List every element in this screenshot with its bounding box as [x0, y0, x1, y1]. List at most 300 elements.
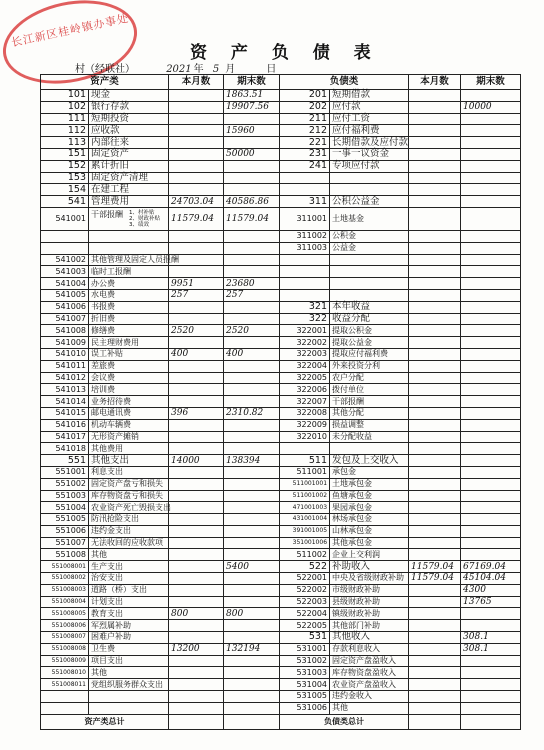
liability-end [461, 360, 521, 372]
liability-code: 322007 [280, 396, 330, 408]
table-row [41, 431, 521, 443]
liability-name: 未分配收益 [330, 431, 409, 443]
table-row [41, 101, 521, 113]
liability-name: 长期借款及应付款 [330, 137, 409, 149]
liability-code: 322004 [280, 360, 330, 372]
liability-code: 511002 [280, 549, 330, 561]
liability-monthly: 11579.04 [409, 573, 461, 585]
table-row [41, 160, 521, 172]
liability-name: 承包金 [330, 466, 409, 478]
asset-monthly [169, 584, 224, 596]
liability-monthly [409, 466, 461, 478]
asset-end [224, 443, 280, 455]
asset-code: 551008006 [41, 620, 89, 632]
table-row [41, 348, 521, 360]
asset-end [224, 160, 280, 172]
asset-monthly [169, 372, 224, 384]
asset-monthly [169, 137, 224, 149]
liability-total-monthly [409, 714, 461, 729]
asset-name: 修缮费 [89, 325, 169, 337]
asset-end [224, 337, 280, 349]
asset-monthly [169, 184, 224, 196]
liability-end [461, 325, 521, 337]
liability-name [330, 266, 409, 278]
table-row [41, 196, 521, 208]
asset-monthly: 800 [169, 608, 224, 620]
liability-header: 负债类 [280, 75, 409, 90]
liability-code: 322 [280, 313, 330, 325]
table-row [41, 325, 521, 337]
liability-code: 522003 [280, 596, 330, 608]
asset-monthly [169, 384, 224, 396]
liability-end [461, 160, 521, 172]
table-row [41, 230, 521, 242]
liability-end [461, 278, 521, 290]
asset-name: 书报费 [89, 301, 169, 313]
liability-end [461, 172, 521, 184]
liability-code: 322006 [280, 384, 330, 396]
liability-monthly [409, 502, 461, 514]
table-row [41, 584, 521, 596]
liability-monthly [409, 372, 461, 384]
table-row [41, 537, 521, 549]
asset-monthly: 400 [169, 348, 224, 360]
asset-code: 551008010 [41, 667, 89, 679]
liability-monthly [409, 691, 461, 703]
liability-name: 应付款 [330, 101, 409, 113]
liability-monthly [409, 702, 461, 714]
table-row [41, 207, 521, 230]
liability-code: 311003 [280, 242, 330, 254]
liability-name: 一事一议资金 [330, 148, 409, 160]
asset-end: 19907.56 [224, 101, 280, 113]
liability-code: 321 [280, 301, 330, 313]
asset-code: 541016 [41, 419, 89, 431]
table-row [41, 655, 521, 667]
asset-code [41, 230, 89, 242]
liability-end [461, 443, 521, 455]
liability-name: 公益金 [330, 242, 409, 254]
liability-code: 531003 [280, 667, 330, 679]
asset-name: 党组织服务群众支出 [89, 679, 169, 691]
asset-name [89, 242, 169, 254]
table-row [41, 478, 521, 490]
asset-code: 551002 [41, 478, 89, 490]
liability-code: 431001004 [280, 514, 330, 526]
asset-monthly [169, 160, 224, 172]
liability-name: 损益调整 [330, 419, 409, 431]
asset-code: 551008005 [41, 608, 89, 620]
table-row [41, 113, 521, 125]
asset-monthly [169, 502, 224, 514]
liability-monthly [409, 643, 461, 655]
asset-end: 132194 [224, 643, 280, 655]
asset-monthly [169, 313, 224, 325]
liability-end: 4300 [461, 584, 521, 596]
asset-code: 113 [41, 137, 89, 149]
table-row [41, 667, 521, 679]
asset-end [224, 573, 280, 585]
asset-name: 累计折旧 [89, 160, 169, 172]
liability-monthly [409, 667, 461, 679]
asset-total-end [224, 714, 280, 729]
table-row [41, 148, 521, 160]
asset-code: 153 [41, 172, 89, 184]
liability-code [280, 289, 330, 301]
liability-monthly [409, 266, 461, 278]
liability-code: 322005 [280, 372, 330, 384]
liability-code: 202 [280, 101, 330, 113]
asset-monthly [169, 679, 224, 691]
asset-end [224, 691, 280, 703]
liability-monthly [409, 90, 461, 102]
liability-code: 531001 [280, 643, 330, 655]
table-row [41, 407, 521, 419]
liability-end [461, 525, 521, 537]
liability-monthly [409, 384, 461, 396]
liability-code: 531004 [280, 679, 330, 691]
asset-code: 551005 [41, 514, 89, 526]
asset-monthly [169, 702, 224, 714]
asset-code: 551008011 [41, 679, 89, 691]
liability-name: 存款利息收入 [330, 643, 409, 655]
liability-end [461, 266, 521, 278]
table-row [41, 372, 521, 384]
liability-code: 322002 [280, 337, 330, 349]
liability-monthly [409, 490, 461, 502]
liability-code: 311002 [280, 230, 330, 242]
liability-end: 308.1 [461, 643, 521, 655]
liability-monthly [409, 348, 461, 360]
asset-monthly: 11579.04 [169, 207, 224, 230]
asset-end [224, 525, 280, 537]
liability-end: 67169.04 [461, 561, 521, 573]
asset-monthly [169, 101, 224, 113]
table-row [41, 620, 521, 632]
table-row [41, 242, 521, 254]
table-row [41, 608, 521, 620]
table-row [41, 702, 521, 714]
liability-name: 应付工资 [330, 113, 409, 125]
table-row [41, 278, 521, 290]
asset-monthly [169, 691, 224, 703]
asset-name: 农业资产死亡毁损支出 [89, 502, 169, 514]
liability-monthly [409, 478, 461, 490]
liability-name: 收益分配 [330, 313, 409, 325]
liability-monthly [409, 679, 461, 691]
liability-monthly [409, 431, 461, 443]
liability-name: 其他分配 [330, 407, 409, 419]
liability-code: 201 [280, 90, 330, 102]
liability-monthly [409, 137, 461, 149]
liability-name [330, 289, 409, 301]
asset-end [224, 372, 280, 384]
liability-end [461, 691, 521, 703]
liability-name: 固定资产盘盈收入 [330, 655, 409, 667]
salary-subitem: 1、村补贴 [129, 209, 155, 216]
liability-name: 专项应付款 [330, 160, 409, 172]
liability-end [461, 490, 521, 502]
asset-code: 541017 [41, 431, 89, 443]
asset-end [224, 702, 280, 714]
liability-name: 提取公积金 [330, 325, 409, 337]
liability-end [461, 549, 521, 561]
liability-end [461, 702, 521, 714]
asset-code [41, 691, 89, 703]
table-row [41, 643, 521, 655]
asset-name: 折旧费 [89, 313, 169, 325]
liability-name: 外来投资分利 [330, 360, 409, 372]
liability-code: 221 [280, 137, 330, 149]
asset-end [224, 620, 280, 632]
asset-end [224, 502, 280, 514]
liability-end [461, 137, 521, 149]
liability-end [461, 466, 521, 478]
asset-code: 151 [41, 148, 89, 160]
asset-end [224, 396, 280, 408]
liability-monthly [409, 148, 461, 160]
asset-monthly [169, 90, 224, 102]
liability-code: 322008 [280, 407, 330, 419]
asset-monthly [169, 360, 224, 372]
liability-monthly [409, 289, 461, 301]
asset-end [224, 184, 280, 196]
asset-code: 541007 [41, 313, 89, 325]
liability-end [461, 537, 521, 549]
table-row [41, 337, 521, 349]
asset-code: 551008008 [41, 643, 89, 655]
asset-monthly [169, 514, 224, 526]
asset-name: 差旅费 [89, 360, 169, 372]
liability-end [461, 196, 521, 208]
asset-total-label: 资产类总计 [41, 714, 169, 729]
liability-monthly [409, 242, 461, 254]
liability-name: 库存物资盘盈收入 [330, 667, 409, 679]
liability-monthly [409, 537, 461, 549]
liability-end [461, 407, 521, 419]
table-row [41, 184, 521, 196]
asset-monthly: 2520 [169, 325, 224, 337]
liability-name [330, 278, 409, 290]
liability-monthly [409, 655, 461, 667]
asset-end: 2520 [224, 325, 280, 337]
asset-end: 50000 [224, 148, 280, 160]
liability-monthly [409, 160, 461, 172]
asset-name [89, 230, 169, 242]
asset-end [224, 667, 280, 679]
asset-monthly [169, 337, 224, 349]
liability-code: 531 [280, 632, 330, 644]
liability-monthly [409, 301, 461, 313]
liability-name: 市级财政补助 [330, 584, 409, 596]
liability-code [280, 443, 330, 455]
asset-name: 防汛抢险支出 [89, 514, 169, 526]
liability-code [280, 266, 330, 278]
salary-subitem: 2、财政补贴 [129, 215, 160, 222]
liability-monthly [409, 325, 461, 337]
table-row [41, 691, 521, 703]
asset-end [224, 254, 280, 266]
liability-name: 提取应付福利费 [330, 348, 409, 360]
table-header-row [41, 75, 521, 90]
liability-monthly [409, 207, 461, 230]
table-row [41, 137, 521, 149]
liability-code [280, 172, 330, 184]
official-seal-text: 长江新区桂岭镇办事处 [10, 11, 131, 50]
asset-code: 541015 [41, 407, 89, 419]
page-title: 资 产 负 债 表 [190, 43, 380, 63]
asset-name: 其他 [89, 549, 169, 561]
asset-monthly [169, 620, 224, 632]
liability-monthly-header: 本月数 [409, 75, 461, 90]
asset-end [224, 313, 280, 325]
liability-monthly [409, 196, 461, 208]
asset-code: 551003 [41, 490, 89, 502]
asset-end [224, 360, 280, 372]
table-row [41, 596, 521, 608]
liability-end [461, 125, 521, 137]
month-suffix: 月 [225, 64, 236, 75]
liability-end: 308.1 [461, 632, 521, 644]
liability-code: 522002 [280, 584, 330, 596]
asset-end [224, 514, 280, 526]
asset-code: 541011 [41, 360, 89, 372]
asset-end [224, 537, 280, 549]
year-value: 2021 [166, 64, 192, 75]
asset-end [224, 137, 280, 149]
liability-code: 391001005 [280, 525, 330, 537]
unit-label: 村（经联社） [75, 64, 135, 75]
liability-end [461, 337, 521, 349]
liability-code [280, 254, 330, 266]
asset-code: 101 [41, 90, 89, 102]
liability-code: 522 [280, 561, 330, 573]
liability-end [461, 254, 521, 266]
asset-name: 应收款 [89, 125, 169, 137]
asset-name: 邮电通讯费 [89, 407, 169, 419]
day-suffix: 日 [266, 64, 277, 75]
liability-code: 531005 [280, 691, 330, 703]
asset-name: 无法收回的应收款项 [89, 537, 169, 549]
liability-name: 补助收入 [330, 561, 409, 573]
liability-name: 违约金收入 [330, 691, 409, 703]
asset-name: 其他支出 [89, 455, 169, 467]
asset-monthly [169, 632, 224, 644]
asset-monthly [169, 113, 224, 125]
asset-code: 551008007 [41, 632, 89, 644]
asset-end [224, 172, 280, 184]
liability-code: 522001 [280, 573, 330, 585]
liability-end [461, 184, 521, 196]
liability-monthly: 11579.04 [409, 561, 461, 573]
liability-end [461, 502, 521, 514]
liability-monthly [409, 313, 461, 325]
asset-header: 资产类 [41, 75, 169, 90]
asset-name: 短期投资 [89, 113, 169, 125]
liability-code: 511001001 [280, 478, 330, 490]
liability-end [461, 667, 521, 679]
report-period [75, 60, 304, 75]
asset-code: 551 [41, 455, 89, 467]
liability-end [461, 455, 521, 467]
liability-code: 322010 [280, 431, 330, 443]
asset-code: 551006 [41, 525, 89, 537]
asset-name: 在建工程 [89, 184, 169, 196]
liability-name: 提取公益金 [330, 337, 409, 349]
liability-end [461, 113, 521, 125]
asset-total-monthly [169, 714, 224, 729]
asset-end [224, 679, 280, 691]
liability-end: 45104.04 [461, 573, 521, 585]
asset-end: 257 [224, 289, 280, 301]
liability-end [461, 242, 521, 254]
liability-code: 322001 [280, 325, 330, 337]
liability-monthly [409, 419, 461, 431]
table-row [41, 360, 521, 372]
asset-end: 15960 [224, 125, 280, 137]
asset-code: 541013 [41, 384, 89, 396]
liability-monthly [409, 407, 461, 419]
liability-total-end [461, 714, 521, 729]
asset-name: 会议费 [89, 372, 169, 384]
asset-code: 541005 [41, 289, 89, 301]
asset-code: 154 [41, 184, 89, 196]
asset-end-header: 期末数 [224, 75, 280, 90]
liability-monthly [409, 396, 461, 408]
liability-code [280, 278, 330, 290]
liability-monthly [409, 360, 461, 372]
table-row [41, 502, 521, 514]
liability-code: 522005 [280, 620, 330, 632]
table-row [41, 254, 521, 266]
liability-code: 351001006 [280, 537, 330, 549]
asset-name: 军烈属补助 [89, 620, 169, 632]
table-row [41, 525, 521, 537]
liability-monthly [409, 184, 461, 196]
asset-end [224, 596, 280, 608]
asset-end: 800 [224, 608, 280, 620]
asset-code: 551007 [41, 537, 89, 549]
table-row [41, 266, 521, 278]
asset-code: 551008001 [41, 561, 89, 573]
asset-name: 其他管理及固定人员报酬 [89, 254, 169, 266]
liability-name: 果园承包金 [330, 502, 409, 514]
asset-name: 固定资产盘亏和损失 [89, 478, 169, 490]
liability-code: 531006 [280, 702, 330, 714]
asset-monthly [169, 573, 224, 585]
liability-monthly [409, 278, 461, 290]
liability-monthly [409, 443, 461, 455]
asset-end: 40586.86 [224, 196, 280, 208]
asset-monthly [169, 537, 224, 549]
table-row [41, 514, 521, 526]
asset-name [89, 691, 169, 703]
asset-monthly: 396 [169, 407, 224, 419]
liability-name: 县级财政补助 [330, 596, 409, 608]
liability-end [461, 301, 521, 313]
asset-monthly [169, 172, 224, 184]
liability-code: 311001 [280, 207, 330, 230]
liability-code: 511001002 [280, 490, 330, 502]
table-row [41, 561, 521, 573]
asset-monthly [169, 242, 224, 254]
asset-end [224, 478, 280, 490]
liability-monthly [409, 620, 461, 632]
asset-code: 541010 [41, 348, 89, 360]
liability-code: 531002 [280, 655, 330, 667]
asset-name: 临时工报酬 [89, 266, 169, 278]
table-row [41, 125, 521, 137]
